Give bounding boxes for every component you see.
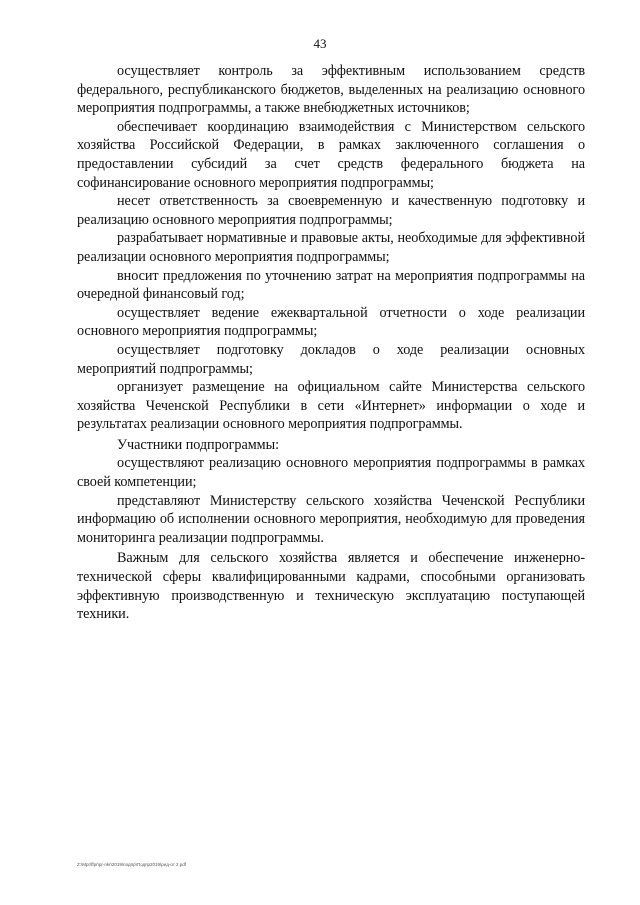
- paragraph-7: осуществляет подготовку докладов о ходе реализации основных мероприятий подпрограммы;: [77, 341, 585, 377]
- page-number: 43: [313, 36, 327, 51]
- paragraph-1: осуществляет контроль за эффективным использованием средств федерального, республиканского бюджетов, выделенных на реализацию основного мероприятия подпрограммы, а также внебюджетных источников;: [77, 63, 585, 117]
- paragraph-8: организует размещение на официальном сайте Министерства сельского хозяйства Чеченской Республики в сети «Интернет» информации о ходе и результатах реализации основного мероприятия подпрограммы.: [77, 379, 585, 433]
- paragraph-4: разрабатывает нормативные и правовые акты, необходимые для эффективной реализации основного мероприятия подпрограммы;: [77, 230, 585, 265]
- paragraph-6: осуществляет ведение ежеквартальной отчетности о ходе реализации основного мероприятия подпрограммы;: [77, 304, 585, 340]
- document-body: [77, 62, 585, 624]
- footer-file-path: Z:\Mpr\ffpr\pr-nkr\2019\подпр\Подпр2019\ред-от 2.pdf: [77, 862, 187, 867]
- paragraph-12: Важным для сельского хозяйства является и обеспечение инженерно-технической сферы квалифицированными кадрами, способными организовать эффективную производственную и техническую эксплуатацию поступающей техники.: [77, 550, 585, 623]
- paragraph-3: несет ответственность за своевременную и качественную подготовку и реализацию основного мероприятия подпрограммы;: [77, 193, 585, 228]
- participants-heading: Участники подпрограммы:: [117, 436, 279, 453]
- paragraph-11: представляют Министерству сельского хозяйства Чеченской Республики информацию об исполнении основного мероприятия, необходимую для проведения мониторинга реализации подпрограммы.: [77, 492, 585, 546]
- paragraph-2: обеспечивает координацию взаимодействия с Министерством сельского хозяйства Российской Федерации, в рамках заключенного соглашения о предоставлении субсидий за счет средств федерального бюджета на софинансирование основного мероприятия подпрограммы;: [77, 118, 585, 191]
- paragraph-5: вносит предложения по уточнению затрат на мероприятия подпрограммы на очередной финансовый год;: [77, 267, 585, 303]
- paragraph-10: осуществляют реализацию основного мероприятия подпрограммы в рамках своей компетенции;: [77, 455, 585, 491]
